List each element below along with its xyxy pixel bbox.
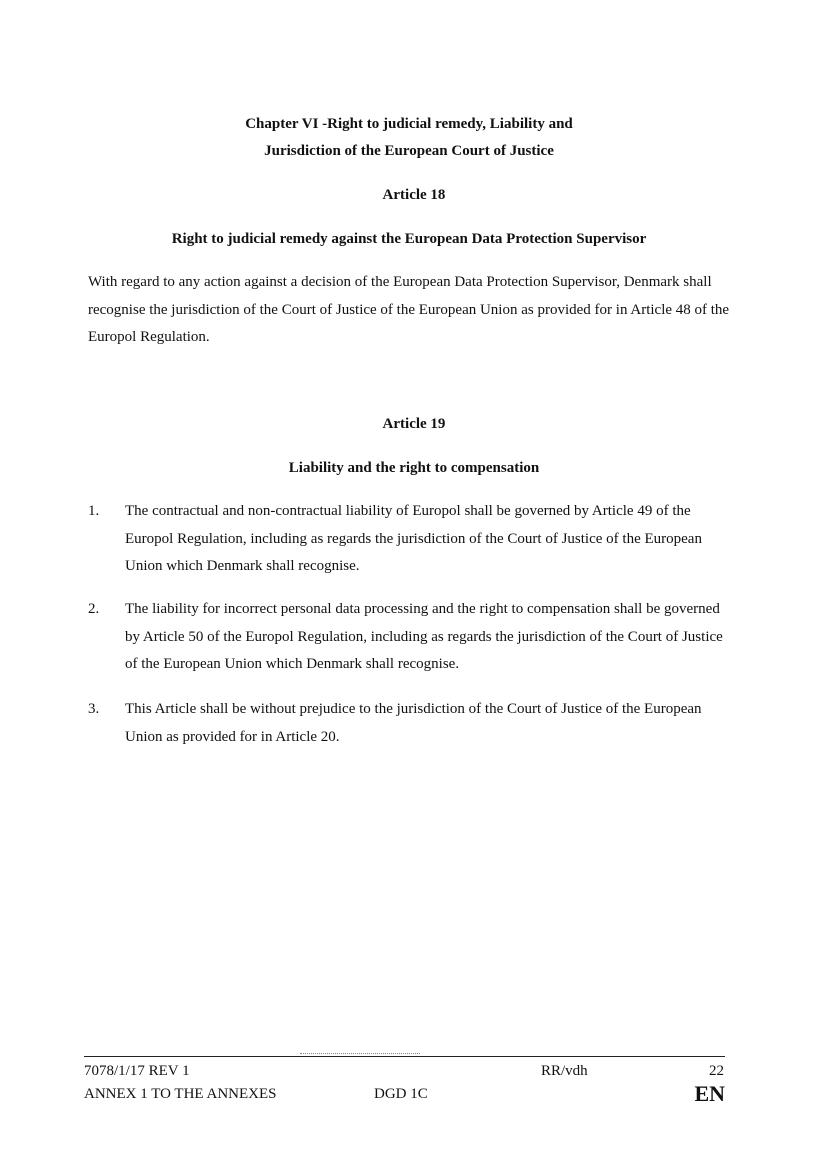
list-item-number: 2.	[88, 601, 100, 617]
article-19-title: Article 19	[382, 416, 446, 432]
chapter-heading-line2: Jurisdiction of the European Court of Justice	[264, 143, 554, 159]
list-item-text: The liability for incorrect personal data processing and the right to compensation shall be governed by Article 50 of the Europol Regulation, including as regards the jurisdiction of the Court of Justice of the European Union which Denmark shall recognise.	[125, 601, 723, 672]
footer-dgd-label: DGD 1C	[374, 1086, 428, 1102]
footer-divider-dots	[300, 1053, 420, 1054]
footer-page-number: 22	[709, 1063, 724, 1079]
article-18-title: Article 18	[382, 187, 446, 203]
list-item-number: 1.	[88, 503, 100, 519]
footer-divider	[84, 1056, 725, 1057]
article-18-subtitle: Right to judicial remedy against the European Data Protection Supervisor	[171, 231, 647, 247]
list-item-number: 3.	[88, 701, 100, 717]
footer-initials: RR/vdh	[541, 1063, 588, 1079]
footer-document-reference: 7078/1/17 REV 1	[84, 1063, 190, 1079]
footer-annex-label: ANNEX 1 TO THE ANNEXES	[84, 1086, 277, 1102]
chapter-heading-line1: Chapter VI -Right to judicial remedy, Liability and	[245, 116, 573, 132]
article-19-subtitle: Liability and the right to compensation	[288, 460, 540, 476]
list-item-text: The contractual and non-contractual liability of Europol shall be governed by Article 49 of the Europol Regulation, including as regards the jurisdiction of the Court of Justice of the European Union which Denmark shall recognise.	[125, 503, 702, 574]
list-item-text: This Article shall be without prejudice to the jurisdiction of the Court of Justice of the European Union as provided for in Article 20.	[125, 701, 702, 745]
article-18-paragraph: With regard to any action against a decision of the European Data Protection Supervisor, Denmark shall recognise the jurisdiction of the Court of Justice of the European Union as provided for in Article 48 of the Europol Regulation.	[88, 274, 730, 345]
footer-language-code: EN	[694, 1081, 725, 1106]
